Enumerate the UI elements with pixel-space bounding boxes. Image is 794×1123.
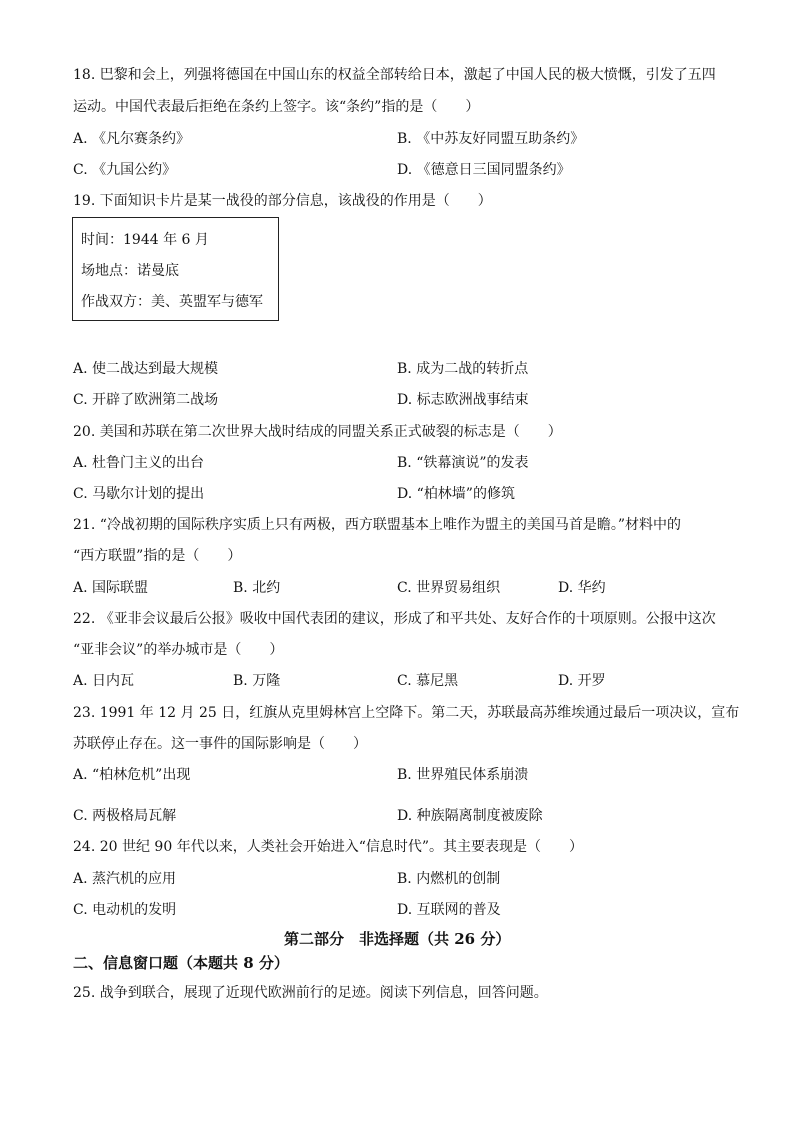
q22-stem-line1: 22. 《亚非会议最后公报》吸收中国代表团的建议，形成了和平共处、友好合作的十项原则。公报中这次 <box>73 611 716 627</box>
q19-option-b: B. 成为二战的转折点 <box>397 361 529 377</box>
q21-stem-line1: 21. “冷战初期的国际秩序实质上只有两极，西方联盟基本上唯作为盟主的美国马首是瞻。”材料中的 <box>73 517 682 533</box>
q24-option-a: A. 蒸汽机的应用 <box>73 871 177 887</box>
q22-option-b: B. 万隆 <box>233 673 281 689</box>
q20-option-a: A. 杜鲁门主义的出台 <box>73 455 205 471</box>
q23-stem-line2: 苏联停止存在。这一事件的国际影响是（ ） <box>73 736 367 752</box>
q19-option-a: A. 使二战达到最大规模 <box>73 361 219 377</box>
q18-option-c: C. 《九国公约》 <box>73 162 177 178</box>
q21-option-d: D. 华约 <box>558 580 606 596</box>
q22-option-a: A. 日内瓦 <box>73 673 135 689</box>
knowledge-card <box>72 217 279 321</box>
q18-option-a: A. 《凡尔赛条约》 <box>73 131 191 147</box>
q19-option-d: D. 标志欧洲战事结束 <box>397 392 529 408</box>
q24-stem-line1: 24. 20 世纪 90 年代以来，人类社会开始进入“信息时代”。其主要表现是（ ） <box>73 839 584 855</box>
q19-option-c: C. 开辟了欧洲第二战场 <box>73 392 219 408</box>
q19-stem-line1: 19. 下面知识卡片是某一战役的部分信息，该战役的作用是（ ） <box>73 193 492 209</box>
q24-option-d: D. 互联网的普及 <box>397 902 501 918</box>
q18-stem-line1: 18. 巴黎和会上，列强将德国在中国山东的权益全部转给日本，激起了中国人民的极大愤慨，引发了五四 <box>73 67 716 83</box>
q22-option-d: D. 开罗 <box>558 673 606 689</box>
q18-option-b: B. 《中苏友好同盟互助条约》 <box>397 131 585 147</box>
q21-option-a: A. 国际联盟 <box>73 580 149 596</box>
q21-option-c: C. 世界贸易组织 <box>397 580 501 596</box>
q20-option-b: B. “铁幕演说”的发表 <box>397 455 529 471</box>
section-heading: 二、信息窗口题（本题共 8 分） <box>73 954 289 972</box>
q22-stem-line2: “亚非会议”的举办城市是（ ） <box>73 642 284 658</box>
q20-option-d: D. “柏林墙”的修筑 <box>397 486 515 502</box>
card-combatants: 作战双方：美、英盟军与德军 <box>81 294 263 310</box>
card-time: 时间：1944 年 6 月 <box>81 232 209 248</box>
card-location: 场地点：诺曼底 <box>81 263 179 279</box>
q23-option-c: C. 两极格局瓦解 <box>73 808 177 824</box>
q23-option-b: B. 世界殖民体系崩溃 <box>397 767 529 783</box>
q23-option-d: D. 种族隔离制度被废除 <box>397 808 543 824</box>
q24-option-b: B. 内燃机的创制 <box>397 871 501 887</box>
part2-title: 第二部分 非选择题（共 26 分） <box>284 930 511 948</box>
q25-stem: 25. 战争到联合，展现了近现代欧洲前行的足迹。阅读下列信息，回答问题。 <box>73 985 548 1001</box>
q18-option-d: D. 《德意日三国同盟条约》 <box>397 162 571 178</box>
q21-option-b: B. 北约 <box>233 580 281 596</box>
q21-stem-line2: “西方联盟”指的是（ ） <box>73 548 242 564</box>
q23-option-a: A. “柏林危机”出现 <box>73 767 191 783</box>
q23-stem-line1: 23. 1991 年 12 月 25 日，红旗从克里姆林宫上空降下。第二天，苏联最高苏维埃通过最后一项决议，宣布 <box>73 705 740 721</box>
q22-option-c: C. 慕尼黑 <box>397 673 459 689</box>
q24-option-c: C. 电动机的发明 <box>73 902 177 918</box>
q18-stem-line2: 运动。中国代表最后拒绝在条约上签字。该“条约”指的是（ ） <box>73 99 480 115</box>
q20-stem-line1: 20. 美国和苏联在第二次世界大战时结成的同盟关系正式破裂的标志是（ ） <box>73 424 562 440</box>
q20-option-c: C. 马歇尔计划的提出 <box>73 486 205 502</box>
